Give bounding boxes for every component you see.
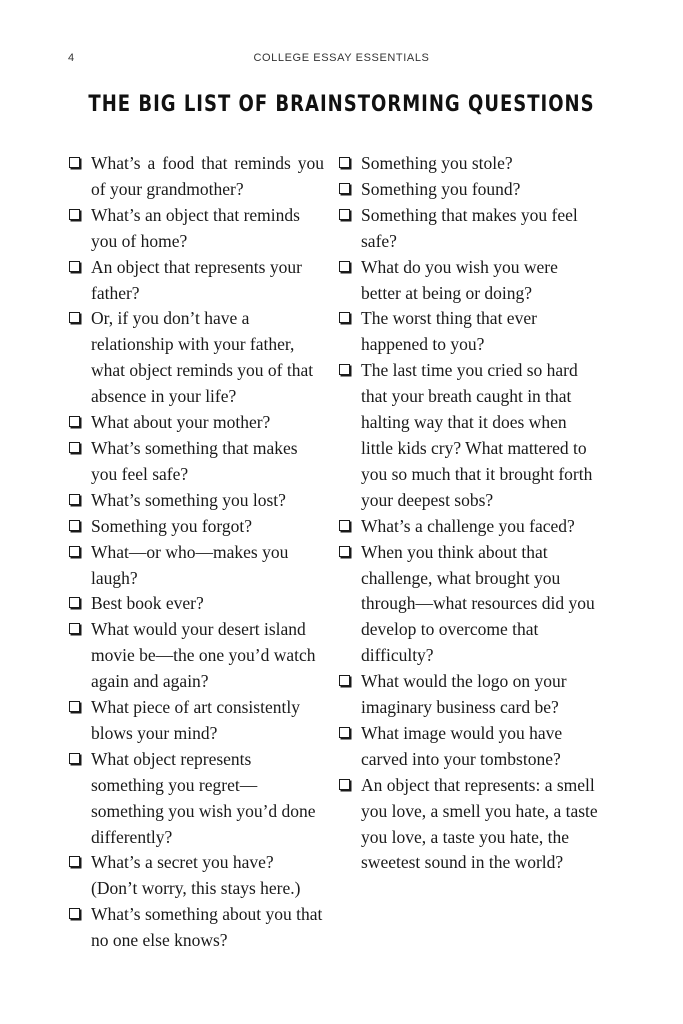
question-list-left [68,151,324,954]
question-text: Something that makes you feel safe? [361,204,578,251]
question-item [338,514,600,540]
question-text: Something you forgot? [91,515,253,536]
question-item [338,177,600,203]
checkbox-icon [69,856,80,867]
question-text: What’s an object that reminds you of home? [91,204,300,251]
question-item [68,436,324,488]
question-item [68,617,324,695]
checkbox-icon [69,701,80,712]
question-item [68,695,324,747]
question-text: When you think about that challenge, what brought you through—what resources did you develop to overcome that difficulty? [361,541,595,666]
question-text: An object that represents: a smell you love, a smell you hate, a taste you love, a taste you hate, the sweetest sound in the world? [361,774,598,873]
question-item [68,902,324,954]
checkbox-icon [339,364,350,375]
checkbox-icon [69,494,80,505]
page-title: THE BIG LIST OF BRAINSTORMING QUESTIONS [88,92,595,117]
question-text: What image would you have carved into your tombstone? [361,722,563,769]
checkbox-icon [339,727,350,738]
question-list-right [338,151,600,876]
checkbox-icon [69,312,80,323]
question-text: What’s something about you that no one else knows? [91,904,323,951]
checkbox-icon [69,157,80,168]
question-text: What would your desert island movie be—the one you’d watch again and again? [91,619,316,692]
question-item [68,255,324,307]
question-item [68,306,324,410]
question-text: Or, if you don’t have a relationship with your father, what object reminds you of that absence in your life? [91,308,314,407]
question-item [68,151,324,203]
checkbox-icon [339,157,350,168]
question-text: An object that represents your father? [91,256,302,303]
checkbox-icon [69,209,80,220]
question-text: What piece of art consistently blows your mind? [91,697,300,743]
question-text: Something you found? [361,178,521,199]
question-text: The worst thing that ever happened to you? [361,308,537,355]
question-text: Something you stole? [361,153,513,173]
question-item [338,540,600,670]
question-text: What—or who—makes you laugh? [91,541,289,588]
question-text: The last time you cried so hard that your breath caught in that halting way that it does when little kids cry? What mattered to you so much that it brought forth your deepest sobs? [361,360,593,510]
checkbox-icon [339,520,350,531]
question-item [68,591,324,617]
question-item [68,514,324,540]
question-text: What’s something you lost? [91,489,286,510]
checkbox-icon [69,416,80,427]
checkbox-icon [339,546,350,557]
question-item [68,410,324,436]
question-text: What would the logo on your imaginary business card be? [361,671,567,718]
running-head: COLLEGE ESSAY ESSENTIALS [253,52,430,64]
question-item [68,850,324,902]
checkbox-icon [339,209,350,220]
checkbox-icon [69,442,80,453]
checkbox-icon [69,520,80,531]
question-text: What’s a food that reminds you of your grandmother? [91,153,324,199]
question-item [338,721,600,773]
question-text: What about your mother? [91,412,271,433]
checkbox-icon [69,546,80,557]
checkbox-icon [339,312,350,323]
question-item [338,203,600,255]
question-item [338,669,600,721]
checkbox-icon [69,261,80,272]
checkbox-icon [69,597,80,608]
checkbox-icon [69,908,80,919]
checkbox-icon [339,261,350,272]
question-text: Best book ever? [91,593,204,614]
checkbox-icon [69,753,80,764]
question-text: What do you wish you were better at being or doing? [361,256,558,303]
question-text: What’s something that makes you feel safe? [91,437,298,484]
checkbox-icon [69,623,80,634]
question-item [68,540,324,592]
checkbox-icon [339,779,350,790]
question-item [68,747,324,851]
checkbox-icon [339,675,350,686]
page-number: 4 [68,52,75,64]
checkbox-icon [339,183,350,194]
question-item [338,306,600,358]
question-text: What’s a secret you have? (Don’t worry, this stays here.) [91,852,301,899]
question-item [338,255,600,307]
question-text: What’s a challenge you faced? [361,515,575,536]
question-item [68,203,324,255]
question-item [68,488,324,514]
question-text: What object represents something you regret—something you wish you’d done differently? [91,748,316,847]
question-item [338,773,600,877]
question-item [338,151,600,177]
question-item [338,358,600,513]
